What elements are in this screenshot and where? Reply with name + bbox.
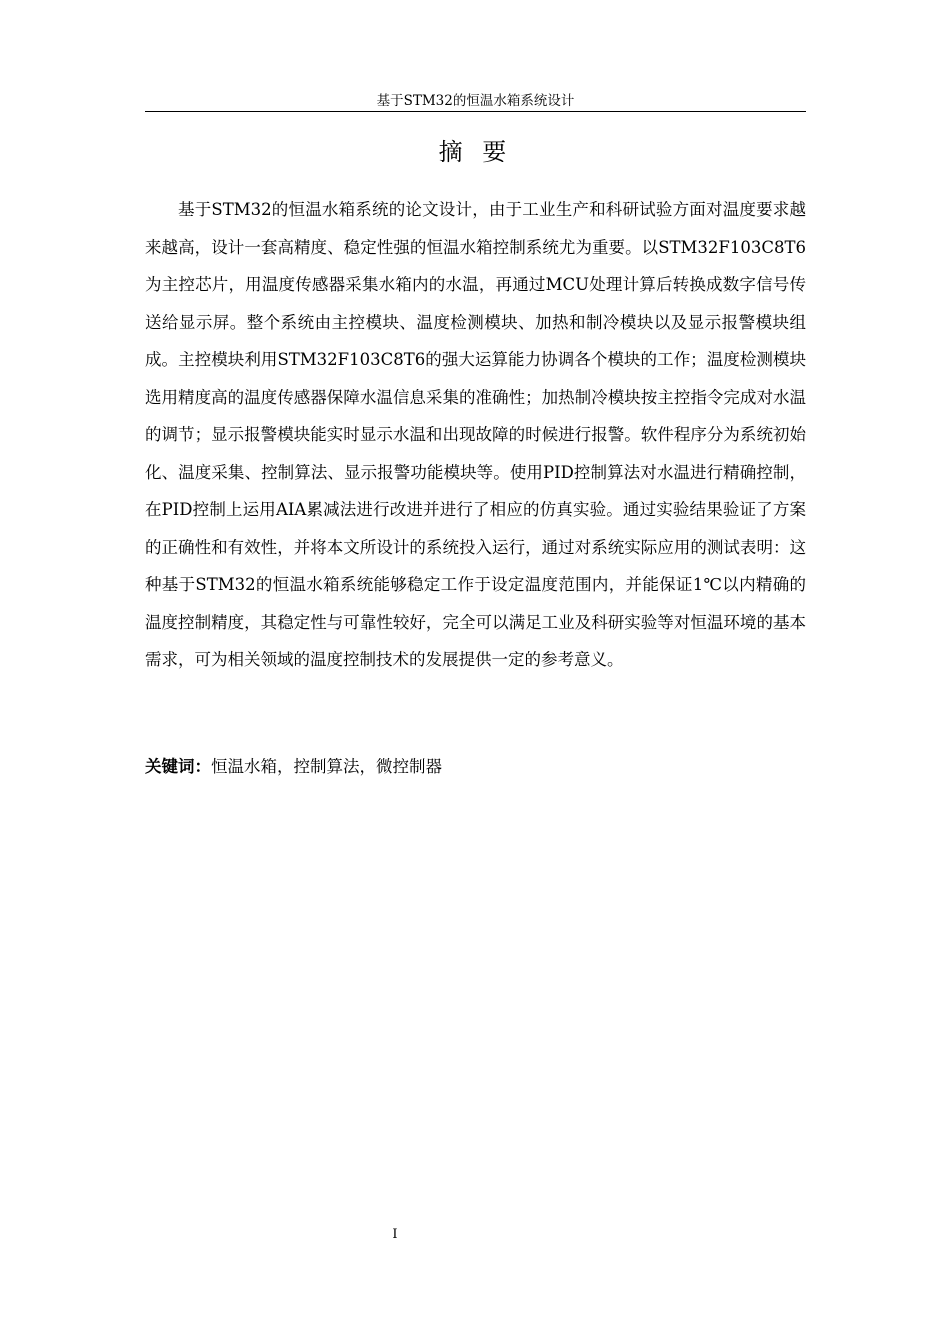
running-header-title: 基于STM32的恒温水箱系统设计: [376, 93, 575, 109]
page-title: 摘 要: [438, 138, 513, 166]
abstract-paragraph: 基于STM32的恒温水箱系统的论文设计，由于工业生产和科研试验方面对温度要求越来越高，设计一套高精度、稳定性强的恒温水箱控制系统尤为重要。以STM32F103C8T6为主控芯片，用温度传感器采集水箱内的水温，再通过MCU处理计算后转换成数字信号传送给显示屏。整个系统由主控模块、温度检测模块、加热和制冷模块以及显示报警模块组成。主控模块利用STM32F103C8T6的强大运算能力协调各个模块的工作；温度检测模块选用精度高的温度传感器保障水温信息采集的准确性；加热制冷模块按主控指令完成对水温的调节；显示报警模块能实时显示水温和出现故障的时候进行报警。软件程序分为系统初始化、温度采集、控制算法、显示报警功能模块等。使用PID控制算法对水温进行精确控制，在PID控制上运用AIA累减法进行改进并进行了相应的仿真实验。通过实验结果验证了方案的正确性和有效性，并将本文所设计的系统投入运行，通过对系统实际应用的测试表明：这种基于STM32的恒温水箱系统能够稳定工作于设定温度范围内，并能保证1℃以内精确的温度控制精度，其稳定性与可靠性较好，完全可以满足工业及科研实验等对恒温环境的基本需求，可为相关领域的温度控制技术的发展提供一定的参考意义。: [145, 200, 806, 669]
page-number: I: [392, 1227, 398, 1242]
keywords-line: [145, 748, 806, 786]
keywords-label: 关键词：: [145, 757, 211, 776]
keywords-value: 恒温水箱，控制算法，微控制器: [211, 757, 442, 776]
running-header: [145, 92, 806, 112]
